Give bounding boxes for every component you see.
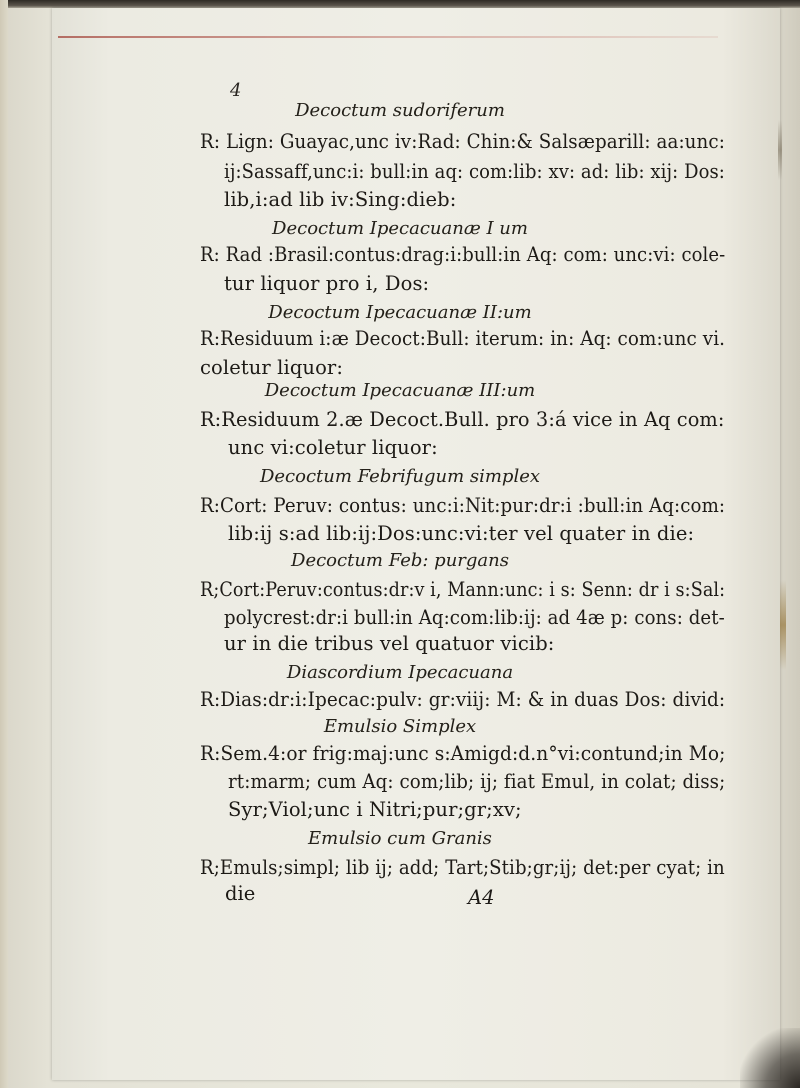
scan-top-edge [0, 0, 800, 8]
recipe-heading: Decoctum Ipecacuanæ I um [272, 218, 528, 239]
recipe-line: R:Residuum 2.æ Decoct.Bull. pro 3:á vice in Aq com: [200, 408, 725, 431]
recipe-line: R:Dias:dr:i:Ipecac:pulv: gr:viij: M: & in duas Dos: divid: [200, 688, 726, 711]
recipe-heading: Diascordium Ipecacuana [286, 662, 514, 683]
recipe-line: R: Rad :Brasil:contus:drag:i:bull:in Aq: com: unc:vi: cole- [200, 243, 726, 266]
recipe-heading: Emulsio Simplex [323, 716, 477, 737]
recipe-line: unc vi:coletur liquor: [228, 436, 438, 459]
page-number: 4 [230, 80, 242, 101]
recipe-line: R:Residuum i:æ Decoct:Bull: iterum: in: Aq: com:unc vi. [200, 327, 726, 350]
recipe-line: R:Cort: Peruv: contus: unc:i:Nit:pur:dr:i :bull:in Aq:com: [200, 494, 726, 517]
recipe-heading: Decoctum Ipecacuanæ II:um [268, 302, 532, 323]
recipe-line: R;Cort:Peruv:contus:dr:v i, Mann:unc: i s: Senn: dr i s:Sal: [200, 578, 726, 601]
recipe-line: coletur liquor: [200, 356, 343, 379]
recipe-line: lib,i:ad lib iv:Sing:dieb: [224, 188, 457, 211]
recipe-heading: Decoctum Ipecacuanæ III:um [264, 380, 536, 401]
paper-stain [778, 120, 782, 180]
recipe-line: R: Lign: Guayac,unc iv:Rad: Chin:& Salsæparill: aa:unc: [200, 130, 725, 153]
scan-corner-shadow [740, 1028, 800, 1088]
recipe-heading: Decoctum Feb: purgans [291, 550, 509, 571]
recipe-line: rt:marm; cum Aq: com;lib; ij; fiat Emul, in colat; diss; [228, 770, 726, 793]
recipe-line: polycrest:dr:i bull:in Aq:com:lib:ij: ad 4æ p: cons: det- [224, 606, 725, 629]
scan-left-edge [0, 0, 8, 1088]
signature-mark: A4 [468, 886, 495, 909]
paper-stain [780, 580, 786, 670]
recipe-line: ur in die tribus vel quatuor vicib: [224, 632, 555, 655]
recipe-line: Syr;Viol;unc i Nitri;pur;gr;xv; [228, 798, 522, 821]
recipe-line: R:Sem.4:or frig:maj:unc s:Amigd:d.n°vi:contund;in Mo; [200, 742, 726, 765]
recipe-line: R;Emuls;simpl; lib ij; add; Tart;Stib;gr;ij; det:per cyat; in [200, 856, 725, 879]
recipe-heading: Decoctum Febrifugum simplex [259, 466, 541, 487]
catchword: die [225, 882, 256, 905]
recipe-line: tur liquor pro i, Dos: [224, 272, 430, 295]
recipe-heading: Emulsio cum Granis [308, 828, 492, 849]
recipe-heading: Decoctum sudoriferum [295, 100, 505, 121]
ink-rule [58, 36, 718, 38]
recipe-line: ij:Sassaff,unc:i: bull:in aq: com:lib: xv: ad: lib: xij: Dos: [224, 160, 725, 183]
recipe-line: lib:ij s:ad lib:ij:Dos:unc:vi:ter vel quater in die: [228, 522, 695, 545]
